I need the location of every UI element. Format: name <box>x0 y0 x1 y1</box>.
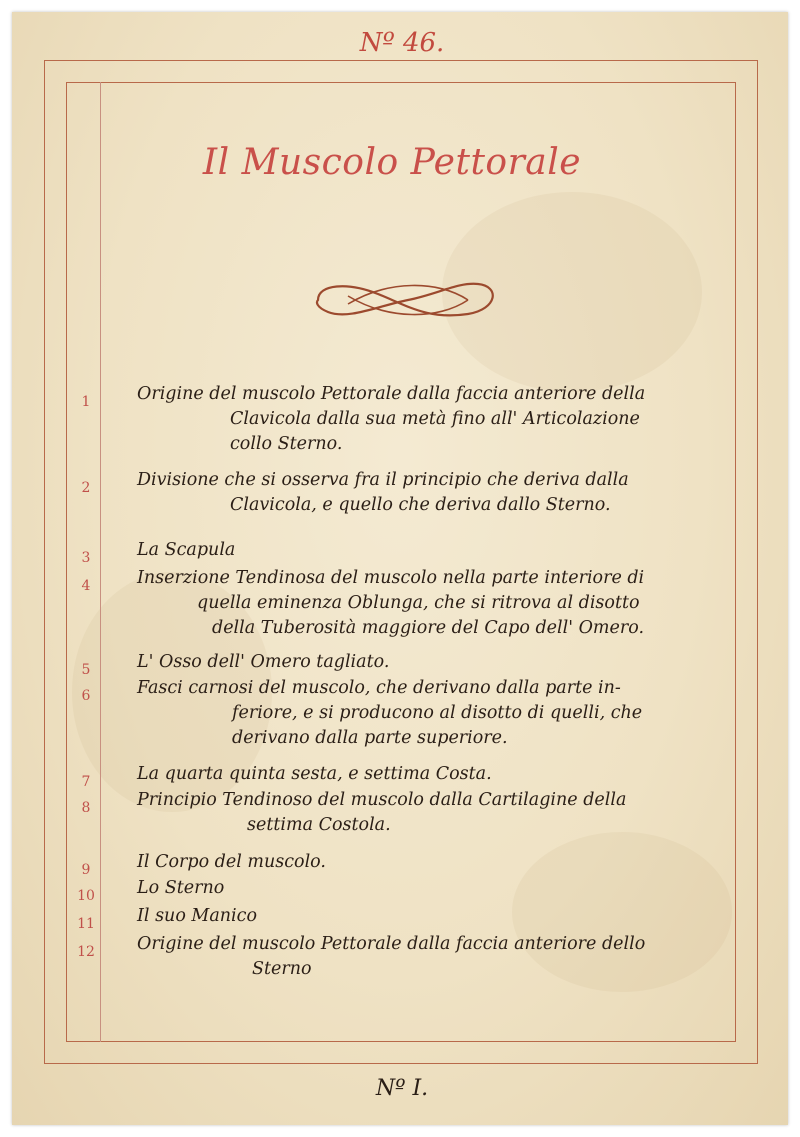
entry-text-line: Origine del muscolo Pettorale dalla faccia anteriore della <box>137 384 646 404</box>
page-title: Il Muscolo Pettorale <box>202 142 582 183</box>
entry-number: 9 <box>81 862 91 878</box>
entry-text-line: feriore, e si producono al disotto di quelli, che <box>232 703 643 723</box>
entry-text-line: collo Sterno. <box>230 434 343 454</box>
entry-number: 1 <box>81 394 91 410</box>
entry-text-line: Principio Tendinoso del muscolo dalla Cartilagine della <box>137 790 627 810</box>
inner-frame-border <box>66 82 736 1042</box>
entry-number: 12 <box>77 944 95 960</box>
entry-text-line: quella eminenza Oblunga, che si ritrova al disotto <box>197 593 640 613</box>
entry-text-line: Fasci carnosi del muscolo, che derivano dalla parte in- <box>137 678 621 698</box>
plate-number-top: Nº 46. <box>359 28 445 58</box>
entry-text-line: della Tuberosità maggiore del Capo dell' Omero. <box>212 618 645 638</box>
manuscript-page <box>12 12 788 1125</box>
entry-text-line: La quarta quinta sesta, e settima Costa. <box>137 764 492 784</box>
entry-number: 2 <box>81 480 91 496</box>
entry-text-line: Il Corpo del muscolo. <box>137 852 326 872</box>
margin-rule <box>100 82 101 1042</box>
entry-number: 11 <box>77 916 95 932</box>
entry-number: 7 <box>81 774 91 790</box>
entry-number: 10 <box>77 888 95 904</box>
entry-text-line: derivano dalla parte superiore. <box>232 728 508 748</box>
entry-text-line: Origine del muscolo Pettorale dalla faccia anteriore dello <box>137 934 646 954</box>
plate-number-bottom: Nº I. <box>375 1076 429 1101</box>
entry-text-line: settima Costola. <box>247 815 391 835</box>
entry-text-line: La Scapula <box>137 540 236 560</box>
entry-number: 8 <box>81 800 91 816</box>
entry-text-line: Il suo Manico <box>137 906 257 926</box>
entry-text-line: Lo Sterno <box>137 878 225 898</box>
entry-number: 6 <box>81 688 91 704</box>
entry-text-line: Clavicola dalla sua metà fino all' Articolazione <box>230 409 640 429</box>
entry-text-line: Clavicola, e quello che deriva dallo Sterno. <box>230 495 611 515</box>
entry-text-line: Sterno <box>252 959 312 979</box>
entry-text-line: L' Osso dell' Omero tagliato. <box>137 652 390 672</box>
entry-number: 5 <box>81 662 91 678</box>
calligraphic-flourish-icon <box>308 274 508 326</box>
entry-text-line: Divisione che si osserva fra il principio che deriva dalla <box>137 470 629 490</box>
entry-text-line: Inserzione Tendinosa del muscolo nella parte interiore di <box>137 568 645 588</box>
entry-number: 4 <box>81 578 91 594</box>
entry-number: 3 <box>81 550 91 566</box>
